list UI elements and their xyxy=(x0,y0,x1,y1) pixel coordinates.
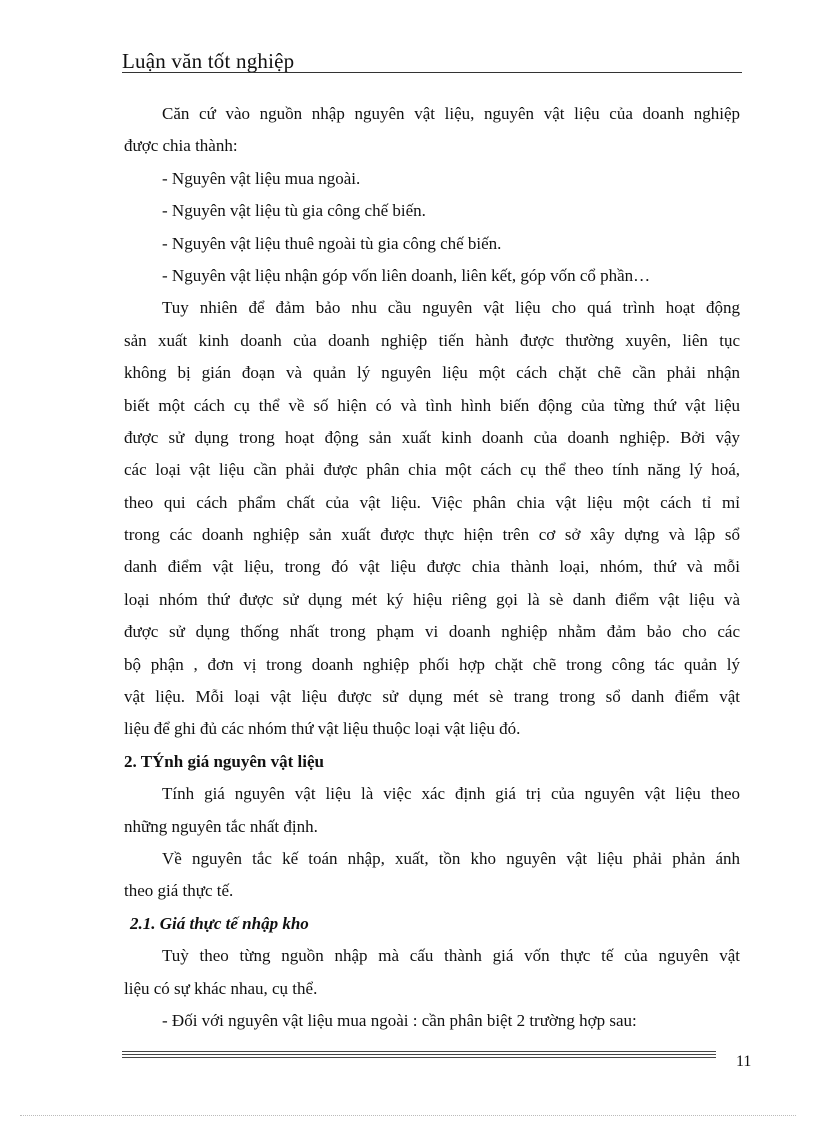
paragraph-line: biết một cách cụ thể về số hiện có và tình hình biến động của từng thứ vật liệu xyxy=(124,395,740,415)
paragraph-line: Tuỳ theo từng nguồn nhập mà cấu thành giá vốn thực tế của nguyên vật xyxy=(162,946,740,966)
paragraph-line: được sử dụng thống nhất trong phạm vi doanh nghiệp nhằm đảm bảo cho các xyxy=(124,622,740,642)
paragraph-line: được chia thành: xyxy=(124,136,238,156)
paragraph-line: sản xuất kinh doanh của doanh nghiệp tiến hành được thường xuyên, liên tục xyxy=(124,330,740,350)
list-item: - Đối với nguyên vật liệu mua ngoài : cần phân biệt 2 trường hợp sau: xyxy=(162,1010,637,1030)
paragraph-line: các loại vật liệu cần phải được phân chia một cách cụ thể theo tính năng lý hoá, xyxy=(124,460,740,480)
paragraph-line: Tính giá nguyên vật liệu là việc xác định giá trị của nguyên vật liệu theo xyxy=(162,784,740,804)
paragraph-line: Căn cứ vào nguồn nhập nguyên vật liệu, nguyên vật liệu của doanh nghiệp xyxy=(162,104,740,123)
paragraph-line: vật liệu. Mỗi loại vật liệu được sử dụng mét sè trang trong sổ danh điểm vật xyxy=(124,687,740,707)
footer-divider xyxy=(122,1051,716,1052)
document-body xyxy=(124,98,740,1037)
list-item: - Nguyên vật liệu tù gia công chế biến. xyxy=(162,201,426,221)
list-item: - Nguyên vật liệu nhận góp vốn liên doanh, liên kết, góp vốn cổ phần… xyxy=(162,265,651,285)
footer-divider xyxy=(122,1057,716,1058)
paragraph-line: danh điểm vật liệu, trong đó vật liệu được chia thành loại, nhóm, thứ và mỗi xyxy=(124,557,740,577)
list-item: - Nguyên vật liệu mua ngoài. xyxy=(162,168,361,188)
paragraph-line: không bị gián đoạn và quản lý nguyên liệu một cách chặt chẽ cần phải nhận xyxy=(124,363,740,383)
paragraph-line: theo qui cách phẩm chất của vật liệu. Việc phân chia vật liệu một cách tỉ mỉ xyxy=(124,492,740,512)
paragraph-line: Về nguyên tắc kế toán nhập, xuất, tồn kho nguyên vật liệu phải phản ánh xyxy=(162,848,740,868)
paragraph-line: liệu để ghi đủ các nhóm thứ vật liệu thuộc loại vật liệu đó. xyxy=(124,719,521,739)
paragraph-line: loại nhóm thứ được sử dụng mét ký hiệu riêng gọi là sè danh điểm vật liệu và xyxy=(124,589,740,609)
header-title: Luận văn tốt nghiệp xyxy=(122,49,295,73)
paragraph-line: trong các doanh nghiệp sản xuất được thực hiện trên cơ sở xây dựng và lập sổ xyxy=(124,525,740,545)
paragraph-line: theo giá thực tế. xyxy=(124,881,234,901)
header-divider xyxy=(122,72,742,73)
page-number: 11 xyxy=(736,1053,752,1070)
paragraph-line: những nguyên tắc nhất định. xyxy=(124,816,318,836)
subsection-heading: 2.1. Giá thực tế nhập kho xyxy=(130,913,309,933)
list-item: - Nguyên vật liệu thuê ngoài tù gia công chế biến. xyxy=(162,233,502,253)
page-edge-dotted-line xyxy=(20,1115,796,1116)
paragraph-line: liệu có sự khác nhau, cụ thể. xyxy=(124,978,318,998)
paragraph-line: bộ phận , đơn vị trong doanh nghiệp phối hợp chặt chẽ trong công tác quản lý xyxy=(124,654,740,674)
footer-divider xyxy=(122,1054,716,1055)
section-heading: 2. TÝnh giá nguyên vật liệu xyxy=(124,751,324,771)
paragraph-line: được sử dụng trong hoạt động sản xuất kinh doanh của doanh nghiệp. Bởi vậy xyxy=(124,427,740,447)
paragraph-line: Tuy nhiên để đảm bảo nhu cầu nguyên vật liệu cho quá trình hoạt động xyxy=(162,298,740,318)
